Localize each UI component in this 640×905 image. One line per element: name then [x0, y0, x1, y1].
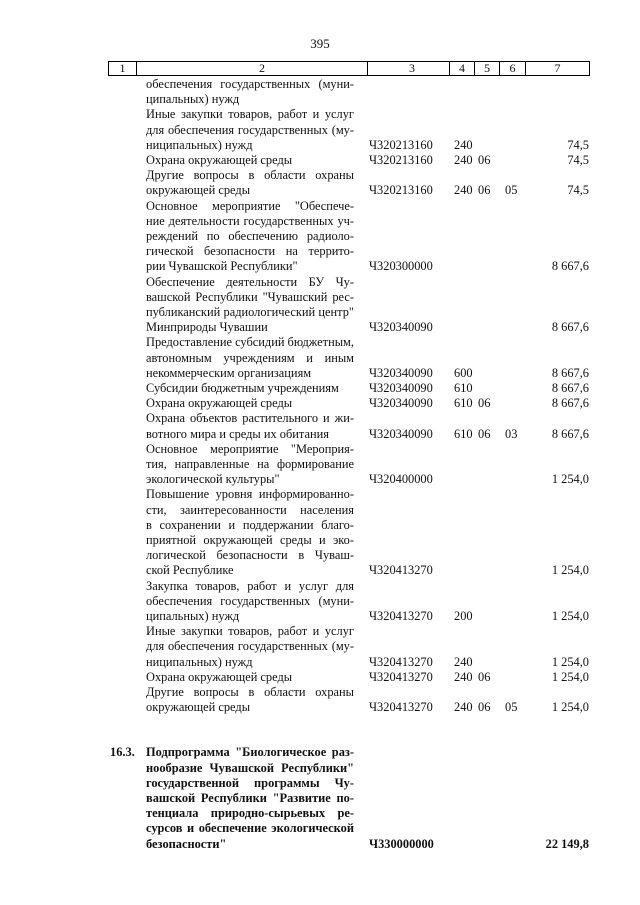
row-target-code: Ч320213160	[369, 153, 433, 167]
description-line: обеспечения государственных (муни-	[146, 593, 354, 608]
row-target-code: Ч320413270	[369, 563, 433, 578]
row-description	[146, 335, 354, 381]
row-target-code: Ч320400000	[369, 472, 433, 487]
row-description	[146, 381, 354, 396]
subprogram-number: 16.3.	[110, 745, 135, 760]
description-line: для обеспечения государственных (му-	[146, 122, 354, 137]
description-line: Предоставление субсидий бюджетным,	[146, 335, 354, 350]
row-target-code: Ч320413270	[369, 669, 433, 684]
row-description	[146, 624, 354, 670]
description-line: тия, направленные на формирование	[146, 456, 354, 471]
row-target-code: Ч320340090	[369, 365, 433, 380]
row-description	[146, 411, 354, 441]
row-section: 06	[478, 153, 491, 167]
row-section: 06	[478, 669, 491, 684]
description-line: Основное мероприятие "Мероприя-	[146, 441, 354, 456]
row-expense-type: 610	[454, 426, 473, 441]
description-line: логической безопасности в Чуваш-	[146, 548, 354, 563]
row-amount: 8 667,6	[551, 381, 589, 395]
description-line: автономным учреждениям и иным	[146, 350, 354, 365]
description-line: Охрана окружающей среды	[146, 153, 293, 167]
description-line: ниципальных) нужд	[146, 654, 253, 669]
description-line: Основное мероприятие "Обеспече-	[146, 198, 354, 213]
subprogram-title-line: безопасности"	[146, 836, 227, 851]
row-target-code: Ч320300000	[369, 259, 433, 274]
description-line: окружающей среды	[146, 700, 251, 715]
description-line: Охрана окружающей среды	[146, 669, 293, 684]
row-expense-type: 240	[454, 137, 473, 152]
row-description	[146, 275, 354, 336]
description-line: ние деятельности государственных уч-	[146, 213, 354, 228]
description-line: вотного мира и среды их обитания	[146, 426, 329, 441]
row-expense-type: 240	[454, 153, 473, 167]
row-expense-type: 200	[454, 608, 473, 623]
row-amount: 8 667,6	[551, 259, 589, 274]
description-line: Другие вопросы в области охраны	[146, 685, 354, 699]
row-section: 06	[478, 700, 491, 715]
header-col-4: 4	[459, 61, 465, 75]
row-amount: 1 254,0	[551, 472, 589, 487]
description-line: обеспечения государственных (муни-	[146, 77, 354, 91]
description-line: Закупка товаров, работ и услуг для	[146, 578, 354, 593]
description-line: Другие вопросы в области охраны	[146, 168, 354, 183]
subprogram-title-line: Подпрограмма "Биологическое раз-	[146, 745, 354, 760]
header-col-5: 5	[484, 61, 490, 75]
row-amount: 1 254,0	[551, 654, 589, 669]
description-line: ниципальных) нужд	[146, 137, 253, 152]
row-amount: 74,5	[567, 153, 589, 167]
row-amount: 1 254,0	[551, 608, 589, 623]
row-description	[146, 685, 354, 715]
row-section: 06	[478, 426, 491, 441]
row-amount: 8 667,6	[551, 426, 589, 441]
subprogram-title-line: нообразие Чувашской Республики"	[146, 760, 354, 775]
row-subsection: 05	[505, 700, 518, 715]
row-expense-type: 240	[454, 700, 473, 715]
description-line: Субсидии бюджетным учреждениям	[146, 381, 339, 395]
row-description	[146, 442, 354, 488]
description-line: ципальных) нужд	[146, 92, 240, 107]
row-target-code: Ч320340090	[369, 381, 433, 395]
description-line: некоммерческим организациям	[146, 365, 312, 380]
description-line: публиканский радиологический центр"	[146, 304, 354, 319]
row-expense-type: 240	[454, 183, 473, 198]
subprogram-title	[146, 745, 354, 851]
row-description	[146, 153, 354, 168]
row-subsection: 05	[505, 183, 518, 198]
table-header	[108, 61, 590, 76]
row-section: 06	[478, 183, 491, 198]
row-target-code: Ч320213160	[369, 183, 433, 198]
description-line: рии Чувашской Республики"	[146, 259, 298, 274]
row-amount: 8 667,6	[551, 320, 589, 335]
description-line: приятной окружающей среды и эко-	[146, 532, 354, 547]
row-description	[146, 487, 354, 578]
row-amount: 74,5	[567, 137, 589, 152]
row-target-code: Ч320340090	[369, 426, 433, 441]
row-expense-type: 600	[454, 365, 473, 380]
description-line: Обеспечение деятельности БУ Чу-	[146, 274, 354, 289]
row-expense-type: 240	[454, 669, 473, 684]
row-description	[146, 168, 354, 198]
description-line: окружающей среды	[146, 183, 251, 198]
subprogram-amount: 22 149,8	[545, 836, 589, 851]
row-amount: 1 254,0	[551, 669, 589, 684]
header-col-6: 6	[509, 61, 516, 75]
header-col-1: 1	[119, 61, 126, 75]
row-target-code: Ч320213160	[369, 137, 433, 152]
description-line: Повышение уровня информированно-	[146, 487, 354, 502]
subprogram-code: Ч330000000	[369, 836, 434, 851]
description-line: ской Республике	[146, 563, 234, 578]
description-line: вашской Республики "Чувашский рес-	[146, 289, 354, 304]
row-amount: 1 254,0	[551, 563, 589, 578]
row-expense-type: 610	[454, 381, 473, 395]
description-line: гической безопасности на террито-	[146, 244, 354, 259]
row-amount: 74,5	[567, 183, 589, 198]
subprogram-title-line: государственной программы Чу-	[146, 775, 354, 790]
row-target-code: Ч320340090	[369, 396, 433, 411]
row-expense-type: 240	[454, 654, 473, 669]
row-description	[146, 107, 354, 153]
row-amount: 1 254,0	[551, 700, 589, 715]
description-line: Охрана объектов растительного и жи-	[146, 411, 354, 426]
row-subsection: 03	[505, 426, 518, 441]
row-section: 06	[478, 396, 491, 411]
row-target-code: Ч320340090	[369, 320, 433, 335]
description-line: Иные закупки товаров, работ и услуг	[146, 624, 354, 639]
row-description	[146, 579, 354, 625]
description-line: для обеспечения государственных (му-	[146, 639, 354, 654]
row-expense-type: 610	[454, 396, 473, 411]
row-description	[146, 199, 354, 275]
subprogram-title-line: вашской Республики "Развитие по-	[146, 790, 354, 805]
row-target-code: Ч320413270	[369, 608, 433, 623]
description-line: ципальных) нужд	[146, 608, 240, 623]
row-amount: 8 667,6	[551, 396, 589, 411]
description-line: реждений по обеспечению радиоло-	[146, 228, 354, 243]
row-target-code: Ч320413270	[369, 654, 433, 669]
row-description	[146, 670, 354, 685]
subprogram-title-line: сурсов и обеспечение экологической	[146, 821, 354, 836]
description-line: Иные закупки товаров, работ и услуг	[146, 107, 354, 122]
row-amount: 8 667,6	[551, 365, 589, 380]
description-line: сти, заинтересованности населения	[146, 502, 354, 517]
description-line: Охрана окружающей среды	[146, 396, 293, 411]
description-line: экологической культуры"	[146, 472, 280, 487]
row-description	[146, 396, 354, 411]
row-target-code: Ч320413270	[369, 700, 433, 715]
header-col-2: 2	[259, 61, 265, 75]
row-description	[146, 77, 354, 107]
description-line: в сохранении и поддержании благо-	[146, 517, 354, 532]
header-col-7: 7	[554, 61, 561, 75]
page-number: 395	[310, 36, 330, 51]
header-col-3: 3	[409, 61, 415, 75]
description-line: Минприроды Чувашии	[146, 320, 268, 335]
subprogram-title-line: тенциала природно-сырьевых ре-	[146, 806, 354, 821]
